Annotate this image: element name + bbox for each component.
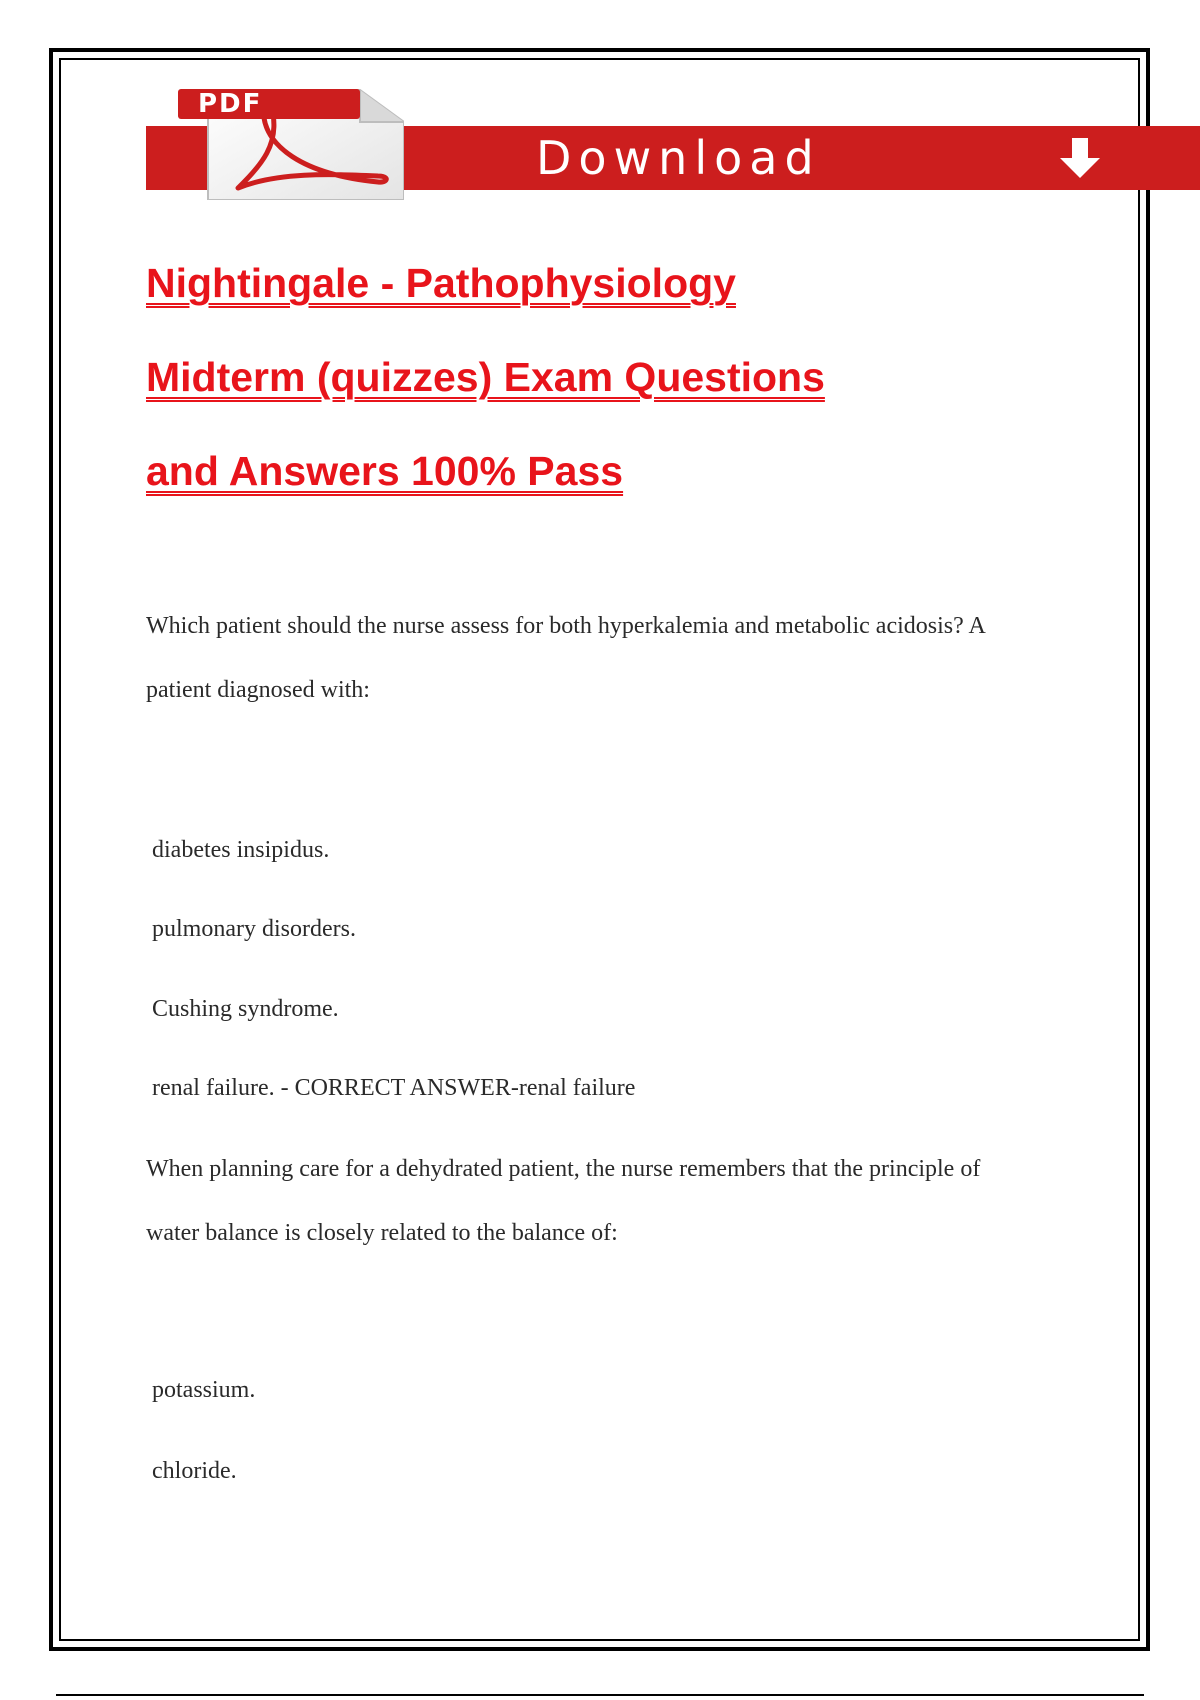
title-line: and Answers 100% Pass [146, 448, 624, 494]
answer-option-correct: renal failure. - CORRECT ANSWER-renal failure [152, 1075, 636, 1101]
answer-option: potassium. [152, 1377, 256, 1403]
download-banner[interactable] [146, 80, 1200, 200]
pdf-badge-label: PDF [198, 89, 263, 119]
answer-option: chloride. [152, 1458, 237, 1484]
answer-option: diabetes insipidus. [152, 837, 330, 863]
answer-option: pulmonary disorders. [152, 916, 356, 942]
bottom-rule [56, 1694, 1144, 1696]
question-text: Which patient should the nurse assess for both hyperkalemia and metabolic acidosis? A patient diagnosed with: [146, 613, 985, 703]
answer-option: Cushing syndrome. [152, 996, 339, 1022]
title-line: Midterm (quizzes) Exam Questions [146, 354, 825, 400]
pdf-file-icon [178, 84, 404, 200]
title-line: Nightingale - Pathophysiology [146, 260, 736, 306]
pdf-badge [178, 89, 360, 119]
download-arrow-icon[interactable] [1056, 134, 1104, 182]
download-label[interactable]: Download [536, 131, 821, 185]
question-text: When planning care for a dehydrated patient, the nurse remembers that the principle of water balance is closely related to the balance of: [146, 1156, 981, 1246]
document-title [146, 236, 1046, 518]
